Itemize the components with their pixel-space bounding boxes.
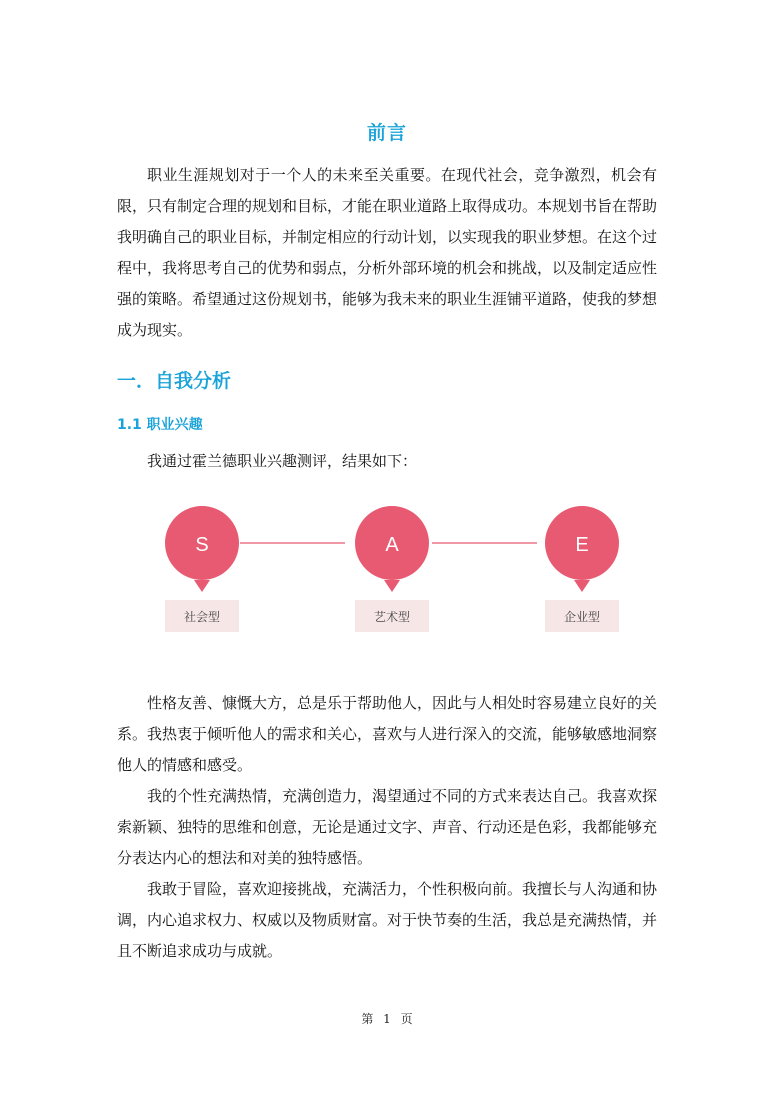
page-title: 前言 xyxy=(366,122,407,144)
node-letter: S xyxy=(195,534,209,556)
holland-node-a xyxy=(355,506,429,632)
preface-paragraph: 职业生涯规划对于一个人的未来至关重要。在现代社会，竞争激烈，机会有限，只有制定合理的规划和目标，才能在职业道路上取得成功。本规划书旨在帮助我明确自己的职业目标，并制定相应的行动计划，以实现我的职业梦想。在这个过程中，我将思考自己的优势和弱点，分析外部环境的机会和挑战，以及制定适应性强的策略。希望通过这份规划书，能够为我未来的职业生涯铺平道路，使我的梦想成为现实。 xyxy=(117,166,658,339)
page-footer xyxy=(0,1010,774,1027)
subsection-heading: 1.1 职业兴趣 xyxy=(117,417,203,433)
node-pointer xyxy=(574,580,590,592)
footer-page-number: 1 xyxy=(383,1012,391,1026)
node-label: 企业型 xyxy=(563,610,601,624)
footer-prefix: 第 xyxy=(361,1012,374,1026)
trait-paragraph-enterprising: 我敢于冒险，喜欢迎接挑战，充满活力，个性积极向前。我擅长与人沟通和协调，内心追求权力、权威以及物质财富。对于快节奏的生活，我总是充满热情，并且不断追求成功与成就。 xyxy=(117,880,658,960)
trait-paragraph-social: 性格友善、慷慨大方，总是乐于帮助他人，因此与人相处时容易建立良好的关系。我热衷于倾听他人的需求和关心，喜欢与人进行深入的交流，能够敏感地洞察他人的情感和感受。 xyxy=(117,694,658,774)
node-pointer xyxy=(194,580,210,592)
holland-node-e xyxy=(545,506,619,632)
holland-diagram xyxy=(150,500,630,640)
node-pointer xyxy=(384,580,400,592)
node-label: 艺术型 xyxy=(373,610,411,624)
node-letter: A xyxy=(385,534,399,556)
node-label: 社会型 xyxy=(183,610,221,624)
holland-node-s xyxy=(165,506,239,632)
node-letter: E xyxy=(575,534,589,556)
section-heading: 一．自我分析 xyxy=(117,370,232,392)
intro-paragraph: 我通过霍兰德职业兴趣测评，结果如下： xyxy=(147,452,418,470)
trait-paragraph-artistic: 我的个性充满热情，充满创造力，渴望通过不同的方式来表达自己。我喜欢探索新颖、独特的思维和创意，无论是通过文字、声音、行动还是色彩，我都能够充分表达内心的想法和对美的独特感悟。 xyxy=(117,787,658,867)
footer-suffix: 页 xyxy=(400,1012,413,1026)
